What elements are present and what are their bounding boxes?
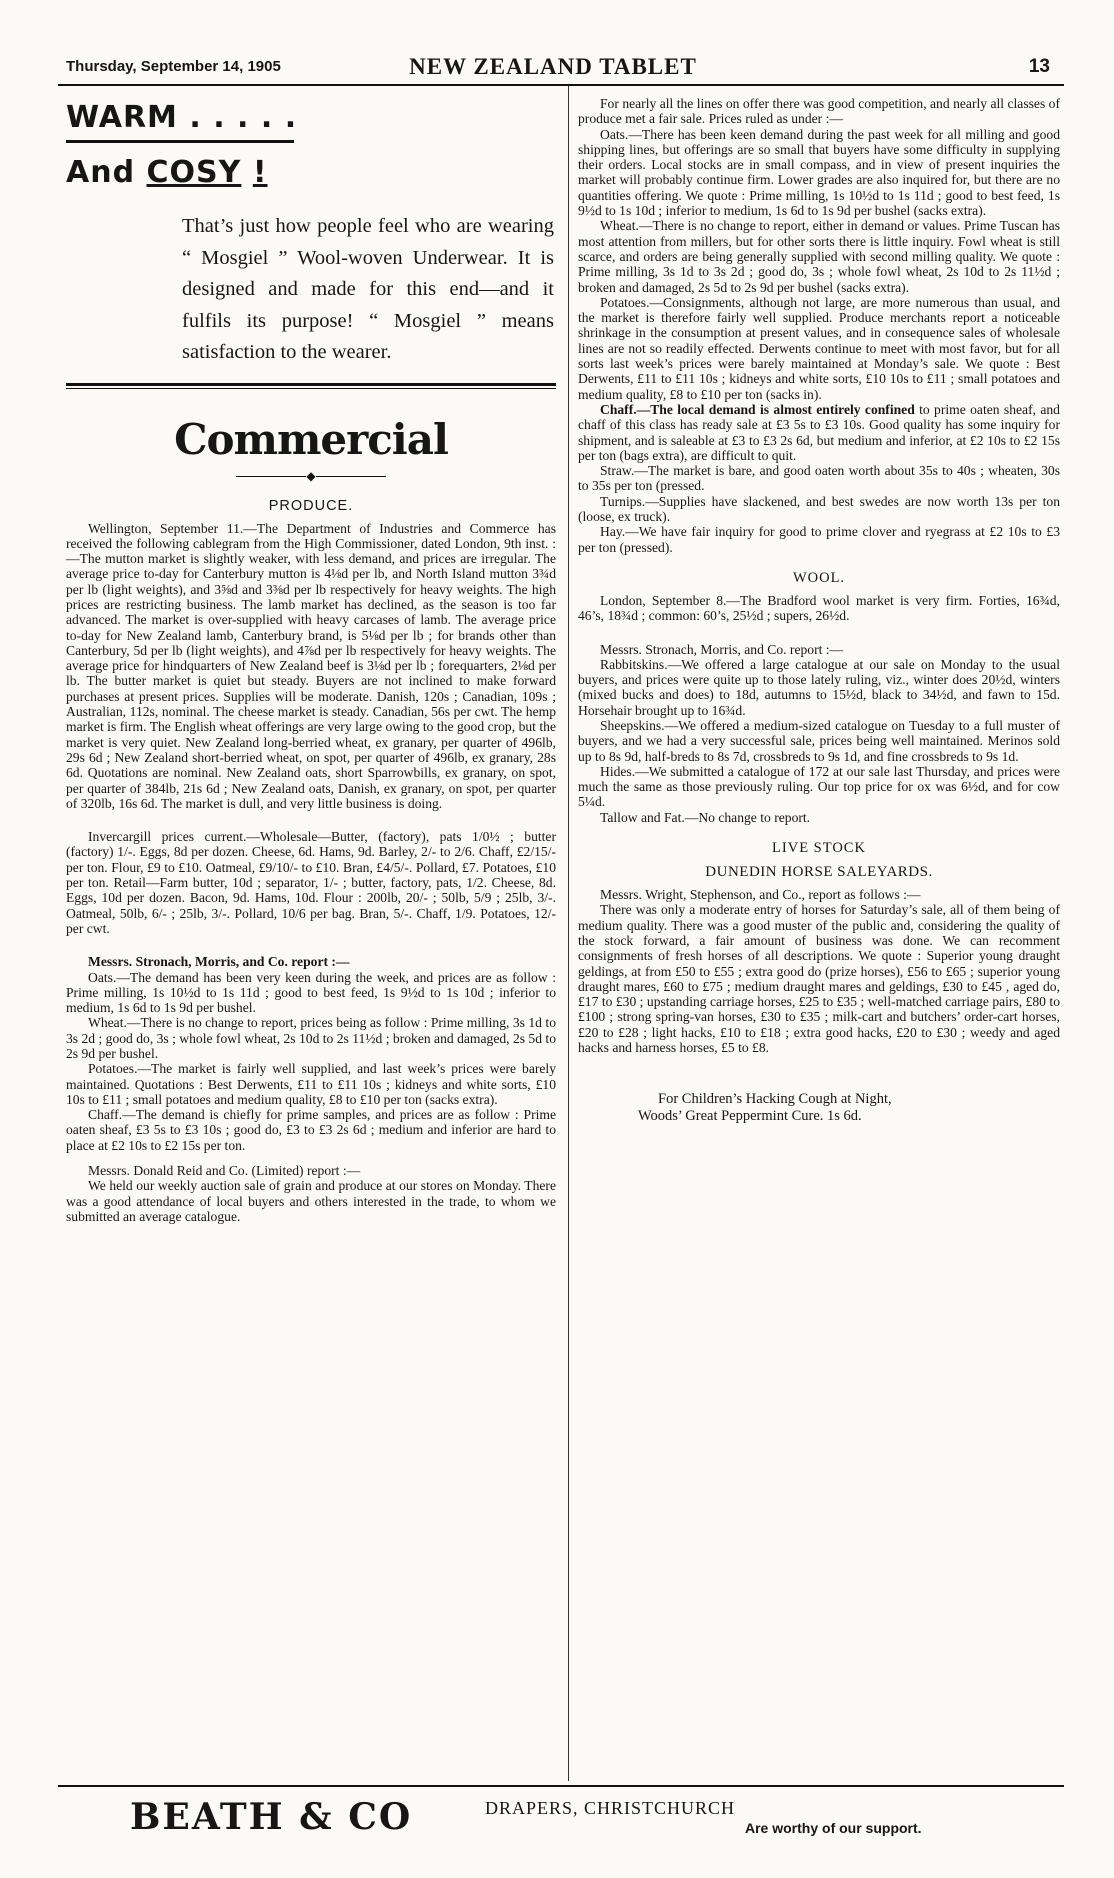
masthead-title: NEW ZEALAND TABLET: [409, 54, 697, 79]
column-divider: [568, 86, 569, 1781]
stronach-paragraph: Wheat.—There is no change to report, prices being as follow : Prime milling, 3s 1d to 3s 2d ; good do, 3s ; whole fowl wheat, 2s 10d to 2s 11½d ; broken and damaged, 2s 5d to 2s 9d per bushel.: [66, 1015, 556, 1061]
chaff-text: to prime oaten sheaf, and chaff of this class has ready sale at £3 5s to £3 10s. Good quality has some inquiry for shipment, and is saleable at £3 to £3 2s 6d, but medium and inferior, at £2 10s to £2 15s per ton (bags extra), are difficult to quit.: [578, 401, 1060, 463]
advert-rule: [66, 140, 294, 143]
ornament-divider: ◆: [66, 469, 556, 483]
header-date: Thursday, September 14, 1905: [66, 58, 281, 75]
advert-cosy-word: COSY: [146, 155, 242, 190]
produce-paragraph: Wheat.—There is no change to report, either in demand or values. Prime Tuscan has most attention from millers, but for other sorts there is little inquiry. Fowl wheat is still scarce, and orders are being generally supplied with second milling quality. We quote : Prime milling, 3s 1d to 3s 2d ; good do, 3s ; whole fowl wheat, 2s 10d to 2s 11½d ; broken and damaged, 2s 5d to 2s 9d per bushel (sacks extra).: [578, 218, 1060, 295]
footer-drapers: DRAPERS, CHRISTCHURCH: [485, 1798, 736, 1818]
advert-exclaim: !: [252, 155, 268, 190]
wool-heading: WOOL.: [792, 569, 846, 586]
peppermint-cure-line1: For Children’s Hacking Cough at Night,: [658, 1091, 892, 1108]
chaff-paragraph: [578, 402, 1060, 463]
stronach-paragraph: Potatoes.—The market is fairly well supplied, and last week’s prices were barely maintained. Quotations : Best Derwents, £11 to £11 10s ; kidneys and white sorts, £10 10s to £11 ; small potatoes and medium quality, £8 to £10 per ton (sacks extra).: [66, 1061, 556, 1107]
peppermint-cure-line2: Woods’ Great Peppermint Cure. 1s 6d.: [638, 1108, 862, 1125]
page-header: [58, 56, 1064, 82]
footer-beath: BEATH & CO: [130, 1796, 413, 1838]
header-rule: [58, 84, 1064, 86]
left-column: [66, 92, 556, 1224]
horse-sale-paragraph: There was only a moderate entry of horses for Saturday’s sale, all of them being of medium quality. There was a good muster of the public and, considering the quality of the stock forward, a fair amount of business was done. We can recomment consignments of fresh horses of all descriptions. We quote : Superior young draught geldings, at from £50 to £55 ; extra good do (prize horses), £56 to £65 ; superior young draught mares, £60 to £75 ; medium draught mares and geldings, £30 to £45 , aged do, £17 to £30 ; upstanding carriage horses, £25 to £35 ; well-matched carriage pairs, £80 to £100 ; strong spring-van horses, £30 to £35 ; milk-cart and butchers’ order-cart horses, £20 to £28 ; light hacks, £10 to £18 ; extra good hacks, £20 to £30 ; weedy and aged hacks and harness horses, £5 to £8.: [578, 902, 1060, 1056]
wool-paragraph: Rabbitskins.—We offered a large catalogue at our sale on Monday to the usual buyers, and prices were quite up to those lately ruling, viz., winter does 20½d, winters (mixed bucks and does) to 18d, autumns to 15½d, black to 34½d, and fawn to 15d. Horsehair brought up to 16¾d.: [578, 656, 1060, 718]
produce-paragraph: Straw.—The market is bare, and good oaten worth about 35s to 40s ; wheaten, 30s to 35s per ton (pressed.: [578, 463, 1060, 494]
produce-paragraph: Hay.—We have fair inquiry for good to prime clover and ryegrass at £2 10s to £3 per ton (pressed).: [578, 524, 1060, 555]
stronach-heading: Messrs. Stronach, Morris, and Co. report :—: [88, 954, 350, 970]
footer-worthy: Are worthy of our support.: [745, 1820, 922, 1836]
wool-paragraph: Hides.—We submitted a catalogue of 172 at our sale last Thursday, and prices were much the same as those previously ruling. Our top price for ox was 6½d, and for cow 5¼d.: [578, 763, 1060, 810]
produce-paragraph: Oats.—There has been keen demand during the past week for all milling and good shipping lines, but offerings are so small that buyers have some difficulty in supplying their orders. Local stocks are in small compass, and in view of present inquiries the market will probably continue firm. Lower grades are also inquired for, but there are no quantities offering. We quote : Prime milling, 1s 10½d to 1s 11d ; good to best feed, 1s 9½d to 1s 10d ; inferior to medium, 1s 6d to 1s 9d per bushel (sacks extra).: [578, 126, 1060, 219]
commercial-title: Commercial: [174, 414, 448, 464]
wool-report-heading: Messrs. Stronach, Morris, and Co. report :—: [600, 641, 844, 657]
right-column: [578, 96, 1060, 1125]
live-stock-heading: LIVE STOCK: [772, 840, 866, 857]
chaff-bold-lead: Chaff.—The local demand is almost entirely confined: [600, 401, 915, 417]
donald-reid-paragraph: We held our weekly auction sale of grain and produce at our stores on Monday. There was a good attendance of local buyers and others interested in the trade, to whom we submitted an average catalogue.: [66, 1178, 556, 1224]
wright-paragraph: Messrs. Wright, Stephenson, and Co., report as follows :—: [600, 887, 921, 903]
produce-heading: PRODUCE.: [268, 497, 354, 514]
donald-reid-heading: Messrs. Donald Reid and Co. (Limited) report :—: [88, 1163, 361, 1179]
wool-paragraph: Sheepskins.—We offered a medium-sized catalogue on Tuesday to a full muster of buyers, and we had a very successful sale, prices being well maintained. Merinos sold up to 8s 9d, half-breds to 8s 7d, crossbreds to 9s 1d, and fine crossbreds to 9s 1d.: [578, 717, 1060, 764]
stronach-paragraph: Oats.—The demand has been very keen during the week, and prices are as follow : Prime milling, 1s 10½d to 1s 11d ; good to best feed, 1s 9½d to 1s 10d ; inferior to medium, 1s 6d to 1s 9d per bushel.: [66, 969, 556, 1016]
dunedin-heading: DUNEDIN HORSE SALEYARDS.: [705, 864, 933, 881]
produce-paragraph: Wellington, September 11.—The Department of Industries and Commerce has received the following cablegram from the High Commissioner, dated London, 9th inst. :—The mutton market is slightly weaker, with less demand, and prices are irregular. The average price to-day for Canterbury mutton is 4⅛d per lb, and North Island mutton 3¾d per lb (light weights), and 3⅝d and 3⅜d per lb respectively for heavy weights. The high prices are restricting business. The lamb market has declined, as the season is too far advanced. The market is over-supplied with heavy carcases of lamb. The average price to-day for New Zealand lamb, Canterbury brand, is 5⅛d per lb ; for brands other than Canterbury, 5d per lb (light weights), and 4⅞d per lb respectively for heavy weights. The average price for hindquarters of New Zealand beef is 3⅛d per lb ; forequarters, 2⅛d per lb. The butter market is quiet but steady. Buyers are not inclined to make forward purchases at present prices. Supplies will be moderate. Danish, 120s ; Canadian, 109s ; Australian, 112s, nominal. The cheese market is steady. Canadian, 56s per cwt. The hemp market is firm. The English wheat offerings are very large owing to the good crop, but the market is very quiet. New Zealand long-berried wheat, ex granary, per quarter of 496lb, 29s 6d ; New Zealand short-berried wheat, on spot, per quarter of 496lb, ex granary, 28s 6d. Quotations are nominal. New Zealand oats, short Sparrowbills, ex granary, on spot, per quarter of 384lb, 21s 6d ; New Zealand oats, Danish, ex granary, on spot, per quarter of 320lb, 16s 6d. The market is dull, and very little business is doing.: [66, 520, 556, 811]
page-number: 13: [1028, 56, 1050, 77]
produce-paragraph: Invercargill prices current.—Wholesale—Butter, (factory), pats 1/0½ ; butter (factory) 1/-. Eggs, 8d per dozen. Cheese, 6d. Hams, 9d. Barley, 2/- to 2/6. Chaff, £2/15/- per ton. Flour, £9 to £10. Oatmeal, £9/10/- to £10. Bran, £4/5/-. Pollard, £7. Potatoes, £10 per ton. Retail—Farm butter, 10d ; separator, 1/- ; butter, factory, pats, 1/2. Cheese, 8d. Eggs, 10d per dozen. Bacon, 9d. Hams, 10d. Flour : 200lb, 20/- ; 50lb, 5/9 ; 25lb, 3/-. Oatmeal, 50lb, 6/- ; 25lb, 3/-. Pollard, 10/6 per bag. Bran, 5/-. Chaff, 1/9. Potatoes, 12/- per cwt.: [66, 829, 556, 936]
produce-paragraph: For nearly all the lines on offer there was good competition, and nearly all classes of produce met a fair sale. Prices ruled as under :—: [578, 96, 1060, 127]
section-rule: [66, 383, 556, 389]
advert-and: And: [66, 155, 136, 190]
advert-body: That’s just how people feel who are wearing “ Mosgiel ” Wool-woven Underwear. It is designed and made for this end—and it fulfils its purpose! “ Mosgiel ” means satisfaction to the wearer.: [182, 215, 554, 363]
produce-paragraph: Turnips.—Supplies have slackened, and best swedes are now worth 13s per ton (loose, ex truck).: [578, 493, 1060, 525]
produce-paragraph: Potatoes.—Consignments, although not large, are more numerous than usual, and the market is therefore fairly well supplied. Produce merchants report a noticeable shrinkage in the consumption at present values, and in consequence sales of wholesale lines are not so readily effected. Derwents continue to meet with most favor, but for all sorts last week’s prices were barely maintained at Monday’s sale. We quote : Best Derwents, £11 to £11 10s ; kidneys and white sorts, £10 10s to £11 ; small potatoes and medium quality, £8 to £10 per ton (sacks in).: [578, 294, 1060, 402]
stronach-paragraph: Chaff.—The demand is chiefly for prime samples, and prices are as follow : Prime oaten sheaf, £3 5s to £3 10s ; good do, £3 to £3 2s 6d ; medium and inferior are hard to place at £2 10s to £2 15s per ton.: [66, 1107, 556, 1153]
footer-rule: [58, 1785, 1064, 1787]
wool-paragraph: Tallow and Fat.—No change to report.: [600, 809, 811, 825]
advert-headline-cosy: [66, 155, 556, 191]
advert-headline-warm: WARM . . . . .: [66, 100, 298, 135]
wool-paragraph: London, September 8.—The Bradford wool market is very firm. Forties, 16¾d, 46’s, 18¾d ; common: 60’s, 25½d ; supers, 26½d.: [578, 592, 1060, 624]
